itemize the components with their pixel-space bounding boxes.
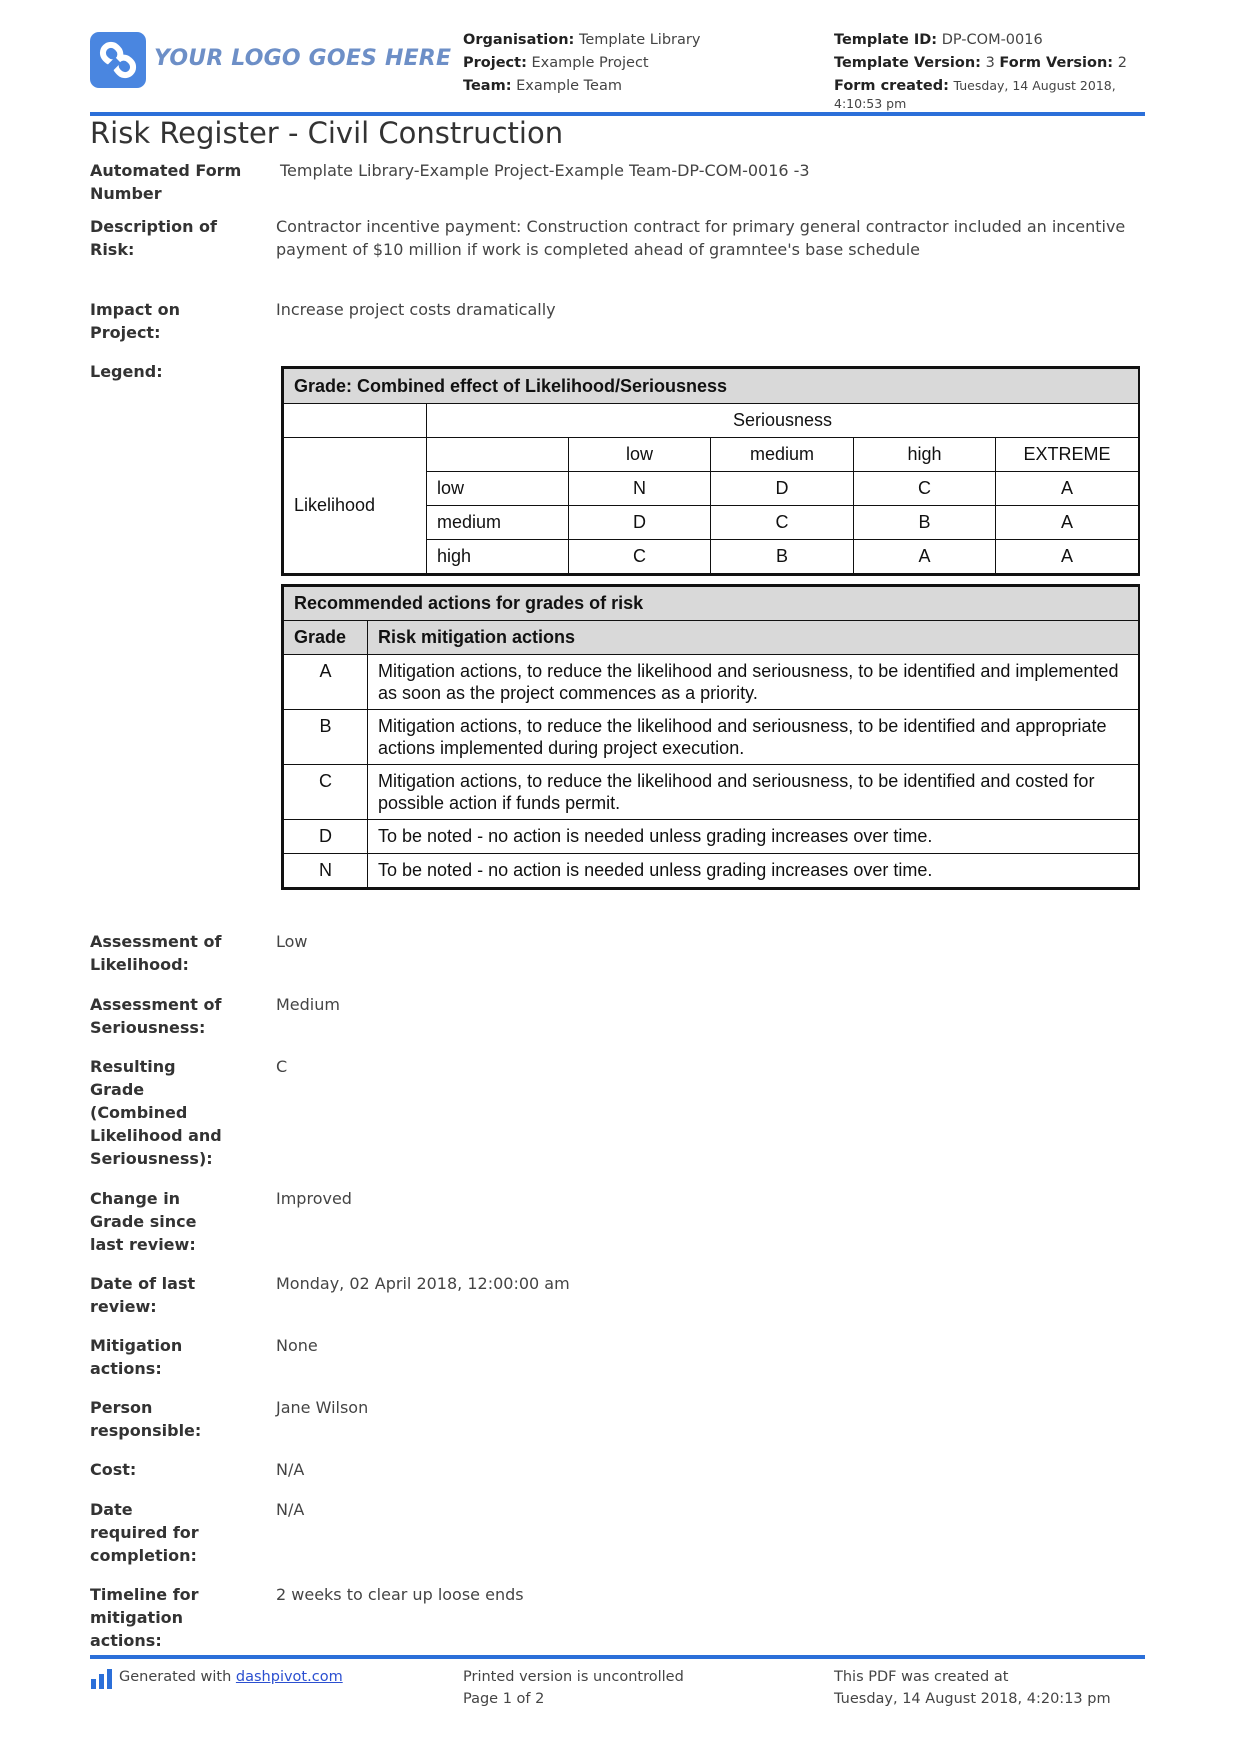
- form-version-label: Form Version:: [999, 55, 1114, 71]
- template-version-label: Template Version:: [834, 55, 981, 71]
- action-grade: D: [284, 820, 368, 854]
- org-value: Template Library: [578, 32, 701, 48]
- form-version-value: 2: [1117, 55, 1127, 71]
- footer-page-number: Page 1 of 2: [463, 1691, 545, 1707]
- field-value-resulting-grade: C: [276, 1057, 288, 1076]
- field-label-person-responsible: Person responsible:: [90, 1398, 202, 1440]
- field-label-likelihood: Assessment of Likelihood:: [90, 932, 222, 974]
- dashpivot-link[interactable]: dashpivot.com: [235, 1669, 343, 1685]
- grade-cell: D: [711, 472, 854, 506]
- footer-generated-prefix: Generated with: [119, 1669, 236, 1685]
- field-label-mitigation-actions: Mitigation actions:: [90, 1336, 183, 1378]
- field-value-seriousness: Medium: [276, 995, 340, 1014]
- likelihood-row-label: low: [427, 472, 569, 506]
- field-value-impact: Increase project costs dramatically: [276, 300, 556, 319]
- footer-generated: [119, 1666, 343, 1688]
- template-version-value: 3: [985, 55, 995, 71]
- action-grade: N: [284, 854, 368, 888]
- template-id-label: Template ID:: [834, 32, 938, 48]
- dashpivot-bars-icon: [90, 1668, 114, 1690]
- page-title: Risk Register - Civil Construction: [90, 116, 564, 150]
- field-label-timeline: Timeline for mitigation actions:: [90, 1585, 199, 1650]
- grade-cell: D: [569, 506, 711, 540]
- action-grade: C: [284, 765, 368, 820]
- grade-cell: N: [569, 472, 711, 506]
- field-label-cost: Cost:: [90, 1460, 137, 1479]
- field-value-mitigation-actions: None: [276, 1336, 318, 1355]
- footer-uncontrolled: Printed version is uncontrolled: [463, 1669, 684, 1685]
- action-text: Mitigation actions, to reduce the likelihood and seriousness, to be identified and appropriate actions implemented during project execution.: [368, 710, 1139, 765]
- form-created-label: Form created:: [834, 78, 949, 94]
- footer-pdf-info: [834, 1666, 1111, 1710]
- logo-text: YOUR LOGO GOES HERE: [154, 46, 452, 71]
- org-label: Organisation:: [463, 32, 575, 48]
- field-value-timeline: 2 weeks to clear up loose ends: [276, 1585, 524, 1604]
- team-value: Example Team: [516, 78, 622, 94]
- field-label-description: Description of Risk:: [90, 217, 218, 259]
- footer-pdf-created-label: This PDF was created at: [834, 1669, 1009, 1685]
- action-text: Mitigation actions, to reduce the likelihood and seriousness, to be identified and costed for possible action if funds permit.: [368, 765, 1139, 820]
- table-row: [284, 820, 1139, 854]
- seriousness-col-extreme: EXTREME: [996, 438, 1139, 472]
- field-value-person-responsible: Jane Wilson: [276, 1398, 369, 1417]
- seriousness-col-medium: medium: [711, 438, 854, 472]
- logo-s-icon: [90, 32, 146, 88]
- field-value-date-required: N/A: [276, 1500, 305, 1519]
- field-label-seriousness: Assessment of Seriousness:: [90, 995, 222, 1037]
- seriousness-label: Seriousness: [427, 404, 1139, 438]
- actions-table: [281, 584, 1140, 890]
- field-value-cost: N/A: [276, 1460, 305, 1479]
- table-row: [284, 854, 1139, 888]
- field-label-resulting-grade: Resulting Grade (Combined Likelihood and Seriousness):: [90, 1057, 222, 1168]
- field-value-change-in-grade: Improved: [276, 1189, 352, 1208]
- grade-table-blank: [284, 404, 427, 438]
- field-label-last-review: Date of last review:: [90, 1274, 196, 1316]
- project-label: Project:: [463, 55, 527, 71]
- grade-table-title: Grade: Combined effect of Likelihood/Seriousness: [284, 369, 1139, 404]
- field-label-date-required: Date required for completion:: [90, 1500, 199, 1565]
- field-label-form-number: Automated Form Number: [90, 161, 242, 203]
- action-text: To be noted - no action is needed unless grading increases over time.: [368, 820, 1139, 854]
- grade-table-corner: [427, 438, 569, 472]
- table-row: [284, 710, 1139, 765]
- template-id-value: DP-COM-0016: [941, 32, 1043, 48]
- likelihood-row-label: high: [427, 540, 569, 574]
- grade-cell: B: [711, 540, 854, 574]
- grade-cell: A: [996, 472, 1139, 506]
- form-created-value: Tuesday, 14 August 2018, 4:10:53 pm: [834, 78, 1116, 111]
- likelihood-label: Likelihood: [284, 438, 427, 574]
- grade-cell: A: [854, 540, 996, 574]
- footer-divider: [90, 1655, 1145, 1659]
- field-label-legend: Legend:: [90, 362, 163, 381]
- field-value-likelihood: Low: [276, 932, 308, 951]
- footer-pdf-created-value: Tuesday, 14 August 2018, 4:20:13 pm: [834, 1691, 1111, 1707]
- likelihood-row-label: medium: [427, 506, 569, 540]
- action-text: To be noted - no action is needed unless grading increases over time.: [368, 854, 1139, 888]
- table-row: [284, 655, 1139, 710]
- grade-table: [281, 366, 1140, 576]
- seriousness-col-high: high: [854, 438, 996, 472]
- grade-cell: C: [854, 472, 996, 506]
- field-value-form-number: Template Library-Example Project-Example Team-DP-COM-0016 -3: [280, 161, 810, 180]
- action-text: Mitigation actions, to reduce the likelihood and seriousness, to be identified and implemented as soon as the project commences as a priority.: [368, 655, 1139, 710]
- grade-cell: C: [711, 506, 854, 540]
- grade-cell: C: [569, 540, 711, 574]
- field-label-change-in-grade: Change in Grade since last review:: [90, 1189, 197, 1254]
- action-grade: B: [284, 710, 368, 765]
- actions-col-actions: Risk mitigation actions: [368, 621, 1139, 655]
- project-value: Example Project: [531, 55, 649, 71]
- table-row: [284, 765, 1139, 820]
- actions-table-title: Recommended actions for grades of risk: [284, 587, 1139, 621]
- footer-print-info: [463, 1666, 684, 1710]
- action-grade: A: [284, 655, 368, 710]
- field-label-impact: Impact on Project:: [90, 300, 180, 342]
- team-label: Team:: [463, 78, 512, 94]
- grade-cell: A: [996, 540, 1139, 574]
- header-project-info: [463, 29, 793, 98]
- header-template-info: [834, 29, 1144, 113]
- grade-cell: B: [854, 506, 996, 540]
- grade-cell: A: [996, 506, 1139, 540]
- field-value-last-review: Monday, 02 April 2018, 12:00:00 am: [276, 1274, 570, 1293]
- seriousness-col-low: low: [569, 438, 711, 472]
- field-value-description: Contractor incentive payment: Construction contract for primary general contractor included an incentive payment of $10 million if work is completed ahead of gramntee's base schedule: [276, 217, 1126, 259]
- actions-col-grade: Grade: [284, 621, 368, 655]
